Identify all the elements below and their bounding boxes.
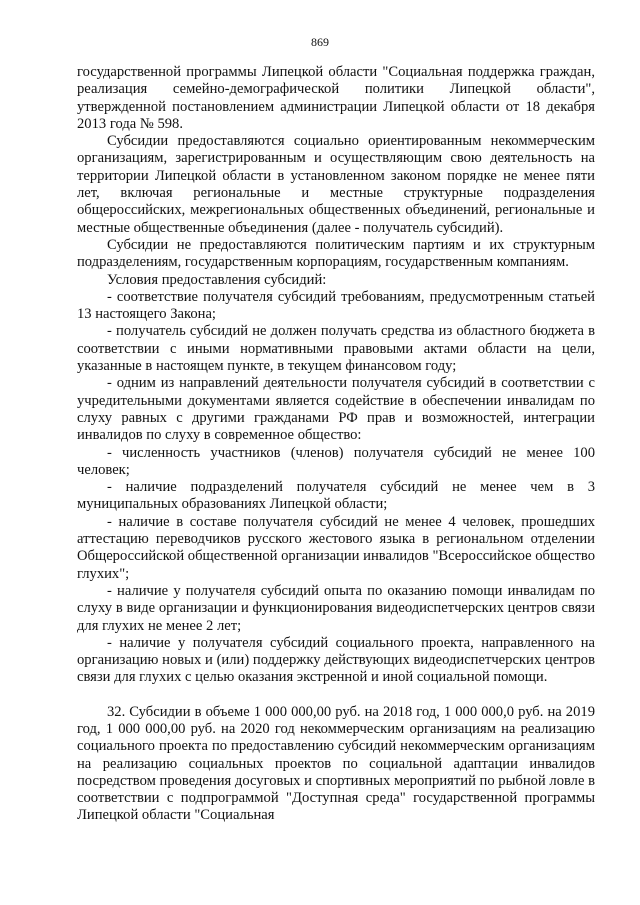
condition-item: - получатель субсидий не должен получать средства из областного бюджета в соответствии с иными нормативными правовыми актами области на цели, указанные в настоящем пункте, в текущем финансовом году; [77,323,595,375]
condition-item: - наличие в составе получателя субсидий не менее 4 человек, прошедших аттестацию переводчиков русского жестового языка в региональном отделении Общероссийской общественной организации инвалидов "Всероссийское общество глухих"; [77,513,595,582]
paragraph-recipients: Субсидии предоставляются социально ориентированным некоммерческим организациям, зарегистрированным и осуществляющим свою деятельность на территории Липецкой области в установленном законом порядке не менее пяти лет, включая региональные и местные структурные подразделения общероссийских, межрегиональных общественных объединений, региональные и местные общественные объединения (далее - получатель субсидий). [77,133,595,236]
condition-item: - численность участников (членов) получателя субсидий не менее 100 человек; [77,444,595,478]
paragraph-section-32: 32. Субсидии в объеме 1 000 000,00 руб. на 2018 год, 1 000 000,0 руб. на 2019 год, 1 000 000,00 руб. на 2020 год некоммерческим организациям на реализацию социального проекта по предоставлению субсидий некоммерческим организациям на реализацию социальных проектов по социальной адаптации инвалидов посредством проведения досуговых и спортивных мероприятий по рыбной ловле в соответствии с подпрограммой "Доступная среда" государственной программы Липецкой области "Социальная [77,703,595,824]
condition-item: - наличие у получателя субсидий социального проекта, направленного на организацию новых и (или) поддержку действующих видеодиспетчерских центров связи для глухих с целью оказания экстренной и иной социальной помощи. [77,634,595,686]
condition-item: - соответствие получателя субсидий требованиям, предусмотренным статьей 13 настоящего Закона; [77,288,595,323]
paragraph-conditions-heading: Условия предоставления субсидий: [107,271,327,288]
paragraph-exclusions: Субсидии не предоставляются политическим партиям и их структурным подразделениям, государственным корпорациям, государственным компаниям. [77,236,595,271]
page-number: 869 [311,35,329,49]
condition-item: - наличие подразделений получателя субсидий не менее чем в 3 муниципальных образованиях Липецкой области; [77,479,595,513]
condition-item: - одним из направлений деятельности получателя субсидий в соответствии с учредительными документами является содействие в обеспечении инвалидам по слуху равных с другими гражданами РФ прав и возможностей, интеграции инвалидов по слуху в современное общество: [77,375,595,444]
condition-item: - наличие у получателя субсидий опыта по оказанию помощи инвалидам по слуху в виде организации и функционирования видеодиспетчерских центров связи для глухих не менее 2 лет; [77,582,595,634]
paragraph-program-reference: государственной программы Липецкой области "Социальная поддержка граждан, реализация семейно-демографической политики Липецкой области", утвержденной постановлением администрации Липецкой области от 18 декабря 2013 года № 598. [77,64,595,132]
document-body [77,64,595,825]
paragraph-gap [77,687,595,704]
